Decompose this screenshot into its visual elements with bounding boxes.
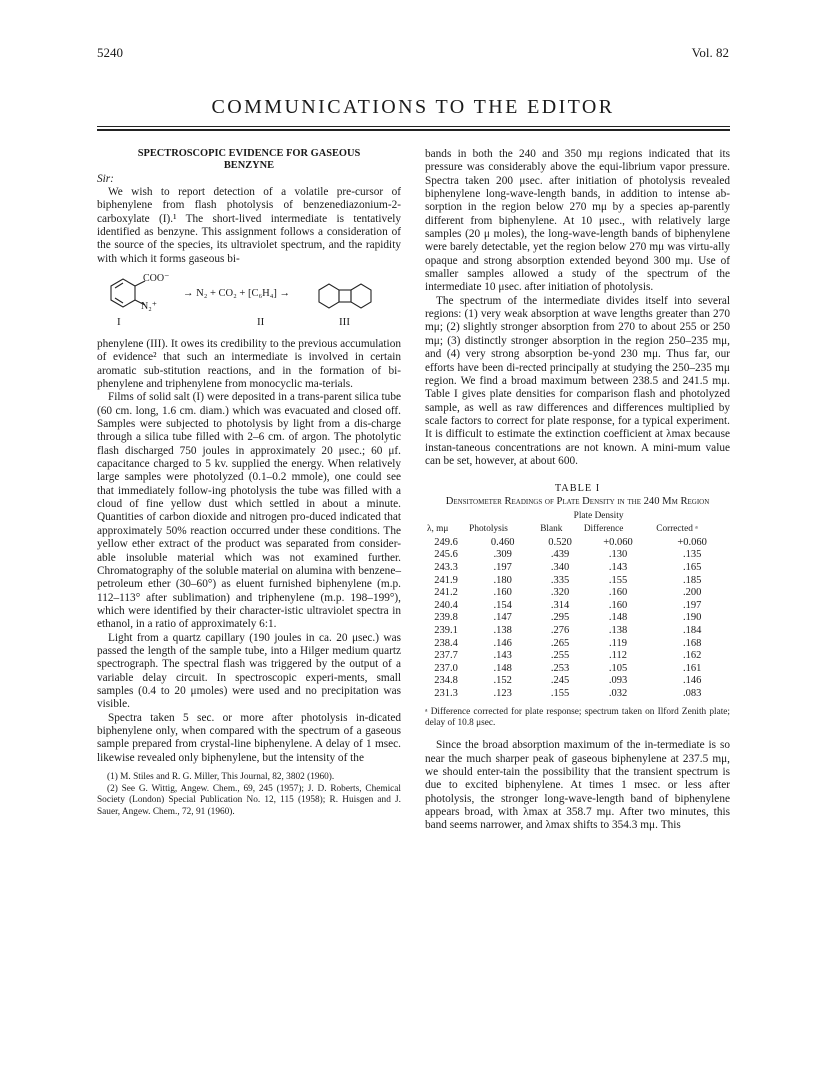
article-title	[97, 148, 401, 172]
table-cell: .032	[608, 687, 628, 699]
table-cell: .265	[550, 637, 570, 649]
table-cell: +0.060	[677, 536, 707, 548]
table-cell: 239.1	[434, 624, 458, 636]
table-cell: .162	[682, 650, 702, 662]
paragraph-maximum: Since the broad absorption maximum of the in-termediate is so near the much sharper peak of gaseous biphenylene at 237.5 mμ, we should enter-tain the possibility that the transient spectrum is due to excited biphenylene. At times 1 msec. or less after photolysis, the stronger long-wave-length band of biphenylene appears broad, with λmax at 358.7 mμ. After two minutes, this band seems narrower, and λmax shifts to 354.3 mμ. This	[425, 739, 730, 832]
table-cell: .146	[493, 637, 512, 649]
table-cell: 249.6	[434, 536, 458, 548]
paragraph-films: Films of solid salt (I) were deposited in a trans-parent silica tube (60 cm. long, 1.6 cm. diam.) which was evacuated and closed off. Samples were subjected to photolysis by light from a dis-charge through a silica tube filled with 2–6 cm. of argon. The photolytic flash discharged 750 joules in approximately 20 μsec.; 60 μf. capacitance charged to 5 kv. supplied the energy. When relatively large samples were photolyzed (0.1–0.2 mmole), one could see that immediately follow-ing photolysis the tube was filled with a cloud of fine yellow dust which settled in about a minute. Quantities of carbon dioxide and nitrogen pro-duced indicated that approximately 50% reaction occurred under these conditions. The yellow ether extract of the product was separated from consider-able insoluble material which was not examined further. Chromatography of the soluble material on alumina with benzene–petroleum ether (30–60°) as eluent furnished biphenylene (m.p. 112–113° after sublimation) and triphenylene (m.p. 198–199°), which were identified by their character-istic ultraviolet spectra in ethanol, in a ratio of approximately 6:1.	[97, 391, 401, 631]
table-cell: .147	[493, 612, 512, 624]
density-table	[425, 510, 730, 700]
table-cell: 243.3	[434, 561, 458, 573]
table-cell: .245	[550, 675, 570, 687]
table-cell: .160	[608, 587, 628, 599]
table-cell: .253	[550, 662, 570, 674]
table-row	[425, 562, 730, 575]
compound-label-II: II	[257, 316, 265, 328]
volume-label: Vol. 82	[691, 45, 729, 60]
table-cell: .138	[608, 624, 628, 636]
table-cell: 240.4	[434, 599, 458, 611]
table-caption: TABLE I	[554, 483, 601, 495]
table-cell: .160	[493, 587, 512, 599]
table-cell: 245.6	[434, 549, 458, 561]
table-row	[425, 587, 730, 600]
reaction-equation: → N₂ + CO₂ + [C₆H₄] →	[183, 288, 290, 299]
table-cell: .093	[608, 675, 628, 687]
table-cell: 0.520	[548, 536, 572, 548]
table-cell: 238.4	[434, 637, 458, 649]
table-cell: .154	[493, 599, 512, 611]
table-cell: .255	[550, 650, 570, 662]
table-row	[425, 600, 730, 613]
table-cell: 237.7	[434, 650, 458, 662]
table-cell: .123	[493, 687, 512, 699]
table-cell: 0.460	[490, 536, 515, 548]
table-cell: .165	[682, 561, 702, 573]
banner-rule-thick	[97, 129, 730, 131]
salutation: Sir:	[97, 172, 114, 185]
table-column-header: Corrected ᵃ	[656, 524, 698, 535]
table-cell: .112	[609, 650, 628, 662]
paragraph-regions: The spectrum of the intermediate divides itself into several regions: (1) very weak absorption at wave lengths greater than 270 mμ; (2) slightly stronger absorption from 270 to about 255 or 250 mμ; (3) distinctly stronger absorption in the region 250–235 mμ, and (4) very strong absorption be-yond 230 mμ. Thus far, our efforts have been di-rected principally at studying the 250–235 mμ region. We find a broad maximum between 238.5 and 241.5 mμ. Table I gives plate densities for comparison flash and photolyzed sample, as well as raw differences and differences multiplied by scale factors to correct for plate response, for a typical experiment. It is difficult to estimate the extinction coefficient at λmax because instan-taneous concentrations are not known. A mini-mum value can be set, however, at about 600.	[425, 294, 730, 467]
n2plus-label: N₂⁺	[141, 301, 157, 312]
table-cell: .146	[682, 675, 702, 687]
table-cell: .160	[608, 599, 628, 611]
table-cell: .439	[550, 549, 570, 561]
compound-label-I: I	[117, 316, 121, 328]
table-cell: .184	[682, 624, 702, 636]
table-cell: 241.9	[434, 574, 458, 586]
table-cell: .309	[493, 549, 512, 561]
table-cell: .155	[550, 687, 570, 699]
table-cell: .340	[550, 561, 570, 573]
section-banner: COMMUNICATIONS TO THE EDITOR	[211, 96, 615, 118]
table-cell: 231.3	[434, 687, 458, 699]
right-column	[425, 148, 730, 833]
plate-density-label: Plate Density	[573, 511, 624, 522]
compound-label-III: III	[339, 316, 350, 328]
table-cell: .168	[682, 637, 702, 649]
table-row	[425, 663, 730, 676]
left-column	[97, 148, 401, 818]
table-column-header: Photolysis	[469, 524, 508, 535]
table-footnote: ᵃ Difference corrected for plate response; spectrum taken on Ilford Zenith plate; delay of 10.8 μsec.	[425, 706, 730, 728]
table-row	[425, 549, 730, 562]
table-cell: .130	[608, 549, 628, 561]
reaction-scheme	[97, 272, 401, 332]
footnotes	[97, 772, 401, 818]
table-cell: .155	[608, 574, 628, 586]
title-line-1: SPECTROSCOPIC EVIDENCE FOR GASEOUS	[137, 148, 361, 159]
biphenylene-ring-right	[351, 284, 371, 308]
table-cell: .105	[608, 662, 628, 674]
table-cell: 234.8	[434, 675, 458, 687]
paragraph-quartz: Light from a quartz capillary (190 joules in ca. 20 μsec.) was passed the length of the sample tube, into a Hilger medium quartz spectrograph. The spectral flash was triggered by the output of a variable delay circuit. In spectroscopic experi-ments, small samples (0.4 to 20 μmoles) were used and no precipitation was visible.	[97, 631, 401, 711]
table-cell: .295	[550, 612, 570, 624]
table-row	[425, 650, 730, 663]
table-cell: .185	[682, 574, 702, 586]
table-cell: 239.8	[434, 612, 458, 624]
footnote-2: (2) See G. Wittig, Angew. Chem., 69, 245 (1957); J. D. Roberts, Chemical Society (London) Special Publication No. 12, 115 (1958); R. Huisgen and J. Sauer, Angew. Chem., 72, 91 (1960).	[97, 783, 401, 817]
table-row	[425, 537, 730, 550]
table-cell: .148	[493, 662, 512, 674]
title-line-2: BENZYNE	[223, 159, 275, 171]
table-column-header: λ, mμ	[427, 524, 449, 535]
table-row	[425, 575, 730, 588]
table-cell: .148	[608, 612, 628, 624]
banner-rule	[97, 126, 730, 127]
table-cell: .197	[493, 561, 512, 573]
table-cell: .190	[682, 612, 702, 624]
table-cell: .143	[608, 561, 628, 573]
paragraph-biphenylene: phenylene (III). It owes its credibility to the previous accumulation of evidence² that such an intermediate is involved in certain aromatic sub-stitution reactions, and in the formation of bi-phenylene and triphenylene from monocyclic ma-terials.	[97, 338, 401, 391]
table-row	[425, 625, 730, 638]
table-cell: 237.0	[434, 662, 458, 674]
biphenylene-ring-left	[319, 284, 339, 308]
page-number: 5240	[97, 45, 123, 60]
paragraph-intro: We wish to report detection of a volatile pre-cursor of biphenylene from flash photolysis of benzenediazonium-2-carboxylate (I).¹ The short-lived intermediate is tentatively identified as benzyne. This assignment follows a consideration of the source of the species, its ultraviolet spectrum, and the rapidity with which it forms gaseous bi-	[97, 185, 401, 265]
table-cell: .161	[682, 662, 702, 674]
table-cell: .180	[493, 574, 512, 586]
table-cell: .119	[609, 637, 628, 649]
table-cell: .200	[682, 587, 702, 599]
table-cell: .335	[550, 574, 570, 586]
paragraph-bands: bands in both the 240 and 350 mμ regions indicated that its pressure was considerably above the equi-librium vapor pressure. Spectra taken 200 μsec. after initiation of photolysis revealed biphenylene long-wave-length bands, in addition to intense ab-sorption in the region below 270 mμ by a species ap-parently different from biphenylene. At 10 μsec., with relatively large samples (20 μ moles), the long-wave-length bands of biphenylene were barely detectable, yet the region below 270 mμ was virtu-ally opaque and strong absorption extended beyond 300 mμ. Use of smaller samples allowed a study of the spectrum of the intermediate 10 μsec. after initiation of photolysis.	[425, 148, 730, 294]
table-cell: .135	[682, 549, 702, 561]
plate-density-header	[467, 510, 730, 523]
table-row	[425, 638, 730, 651]
table-column-header: Blank	[540, 524, 563, 535]
coo-label: COO⁻	[143, 273, 170, 284]
table-cell: .320	[550, 587, 570, 599]
table-cell: .143	[493, 650, 512, 662]
table-row	[425, 688, 730, 701]
table-cell: .276	[550, 624, 570, 636]
table-cell: .197	[682, 599, 702, 611]
footnote-1: (1) M. Stiles and R. G. Miller, This Journal, 82, 3802 (1960).	[107, 772, 335, 782]
table-cell: .314	[550, 599, 570, 611]
table-cell: .138	[493, 624, 512, 636]
table-cell: .083	[682, 687, 702, 699]
table-cell: +0.060	[603, 536, 633, 548]
table-cell: 241.2	[434, 587, 458, 599]
table-cell: .152	[493, 675, 512, 687]
table-column-header: Difference	[583, 524, 624, 535]
biphenylene-four-ring	[339, 290, 351, 302]
paragraph-spectra: Spectra taken 5 sec. or more after photolysis in-dicated biphenylene only, when compared with the spectrum of a gaseous sample prepared from crystal-line biphenylene. A delay of 1 msec. likewise revealed only biphenylene, but the intensity of the	[97, 711, 401, 764]
table-row	[425, 612, 730, 625]
table-row	[425, 675, 730, 688]
table-title: Densitometer Readings of Plate Density in the 240 Mμ Region	[445, 495, 710, 507]
